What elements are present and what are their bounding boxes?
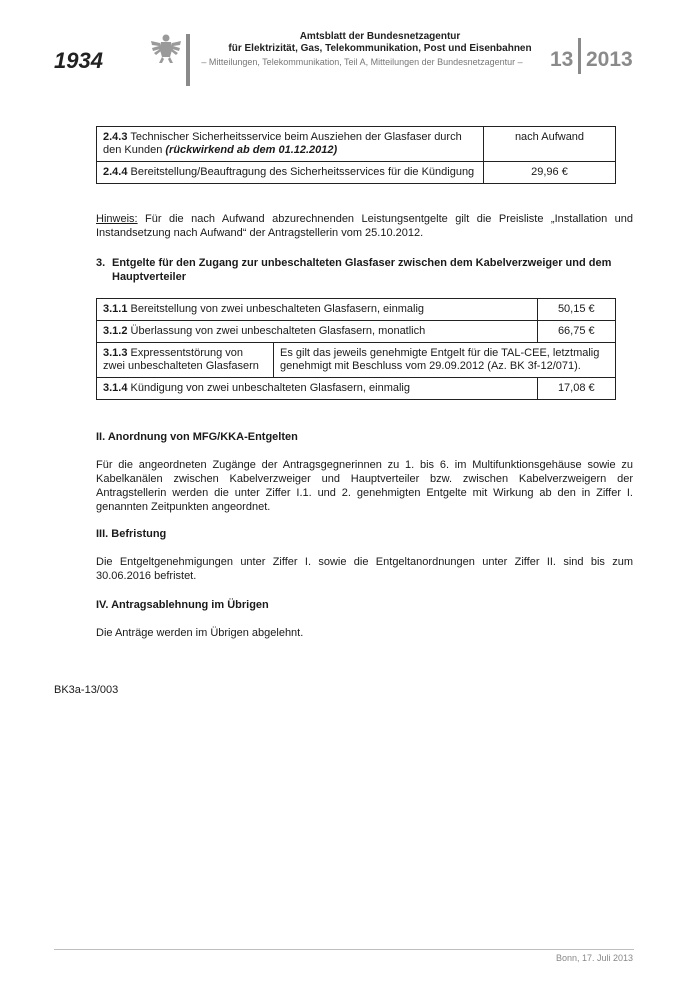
footer-divider	[54, 949, 634, 950]
section-iv-text: Die Anträge werden im Übrigen abgelehnt.	[96, 627, 304, 639]
issue-year: 2013	[586, 48, 633, 71]
table-row	[97, 299, 616, 321]
service-cell	[97, 343, 274, 378]
table-row	[97, 162, 616, 184]
service-cell	[97, 378, 538, 400]
table-row	[97, 321, 616, 343]
section-3-heading	[96, 256, 636, 284]
service-description: Technischer Sicherheitsservice beim Ausziehen der Glasfaser durch den Kunden	[103, 131, 462, 156]
service-cell	[97, 299, 538, 321]
service-cell	[97, 127, 484, 162]
journal-title-line-2: für Elektrizität, Gas, Telekommunikation, Post und Eisenbahnen	[228, 42, 532, 54]
service-code: 2.4.3	[103, 131, 128, 143]
service-cell	[97, 162, 484, 184]
journal-subtitle: – Mitteilungen, Telekommunikation, Teil A, Mitteilungen der Bundesnetzagentur –	[201, 57, 523, 67]
price-cell: 66,75 €	[537, 321, 615, 343]
issue-number: 13	[550, 48, 574, 71]
service-description: Bereitstellung/Beauftragung des Sicherheitsservices für die Kündigung	[127, 166, 475, 178]
service-code: 3.1.3	[103, 347, 128, 359]
section-iv-heading: IV. Antragsablehnung im Übrigen	[96, 599, 269, 611]
journal-title	[192, 31, 568, 54]
hint-label: Hinweis:	[96, 213, 138, 225]
section-ii-heading: II. Anordnung von MFG/KKA-Entgelten	[96, 431, 298, 443]
section-iii-text: Die Entgeltgenehmigungen unter Ziffer I. sowie die Entgeltanordnungen unter Ziffer II. sind bis zum 30.06.2016 befristet.	[96, 556, 633, 582]
section-3-title: Entgelte für den Zugang zur unbeschalteten Glasfaser zwischen dem Kabelverzweiger und dem Hauptverteiler	[112, 257, 612, 283]
service-code: 3.1.4	[103, 382, 128, 394]
service-description: Bereitstellung von zwei unbeschalteten Glasfasern, einmalig	[127, 303, 425, 315]
hint-paragraph	[96, 212, 633, 240]
service-description: Expressentstörung von zwei unbeschalteten Glasfasern	[103, 347, 259, 372]
journal-title-line-1: Amtsblatt der Bundesnetzagentur	[299, 31, 461, 42]
price-cell: 29,96 €	[484, 162, 616, 184]
section-3-number: 3.	[96, 257, 106, 269]
fee-table-2-4	[96, 126, 616, 184]
service-code: 3.1.2	[103, 325, 128, 337]
price-cell: Es gilt das jeweils genehmigte Entgelt für die TAL-CEE, letztmalig genehmigt mit Beschluss vom 29.09.2012 (Az. BK 3f-12/071).	[274, 343, 616, 378]
header-vertical-bar	[186, 34, 190, 86]
service-note: (rückwirkend ab dem 01.12.2012)	[165, 144, 338, 156]
price-cell: 17,08 €	[537, 378, 615, 400]
table-row	[97, 343, 616, 378]
service-description: Kündigung von zwei unbeschalteten Glasfasern, einmalig	[127, 382, 410, 394]
federal-eagle-icon	[150, 32, 182, 66]
table-row	[97, 127, 616, 162]
price-cell: 50,15 €	[537, 299, 615, 321]
section-iii-heading: III. Befristung	[96, 528, 167, 540]
fee-table-3-1	[96, 298, 616, 400]
section-ii-text: Für die angeordneten Zugänge der Antragsgegnerinnen zu 1. bis 6. im Multifunktionsgehäuse sowie zu Kabelkanälen zwischen Kabelverzweiger und Hauptverteiler bzw. zwischen Kabelverzweigern der Antragstellerin werden die unter Ziffer I.1. und 2. genehmigten Entgelte mit Wirkung ab den in Ziffer I. genannten Zeitpunkten angeordnet.	[96, 459, 633, 513]
service-description: Überlassung von zwei unbeschalteten Glasfasern, monatlich	[127, 325, 426, 337]
footer-date: Bonn, 17. Juli 2013	[555, 953, 633, 963]
page-number: 1934	[54, 48, 103, 73]
price-cell: nach Aufwand	[484, 127, 616, 162]
hint-text: Für die nach Aufwand abzurechnenden Leistungsentgelte gilt die Preisliste „Installation und Instandsetzung nach Aufwand“ der Antragstellerin vom 25.10.2012.	[96, 213, 633, 239]
document-reference: BK3a-13/003	[54, 684, 119, 696]
table-row	[97, 378, 616, 400]
service-code: 3.1.1	[103, 303, 128, 315]
issue-divider	[578, 38, 581, 74]
service-code: 2.4.4	[103, 166, 128, 178]
service-cell	[97, 321, 538, 343]
